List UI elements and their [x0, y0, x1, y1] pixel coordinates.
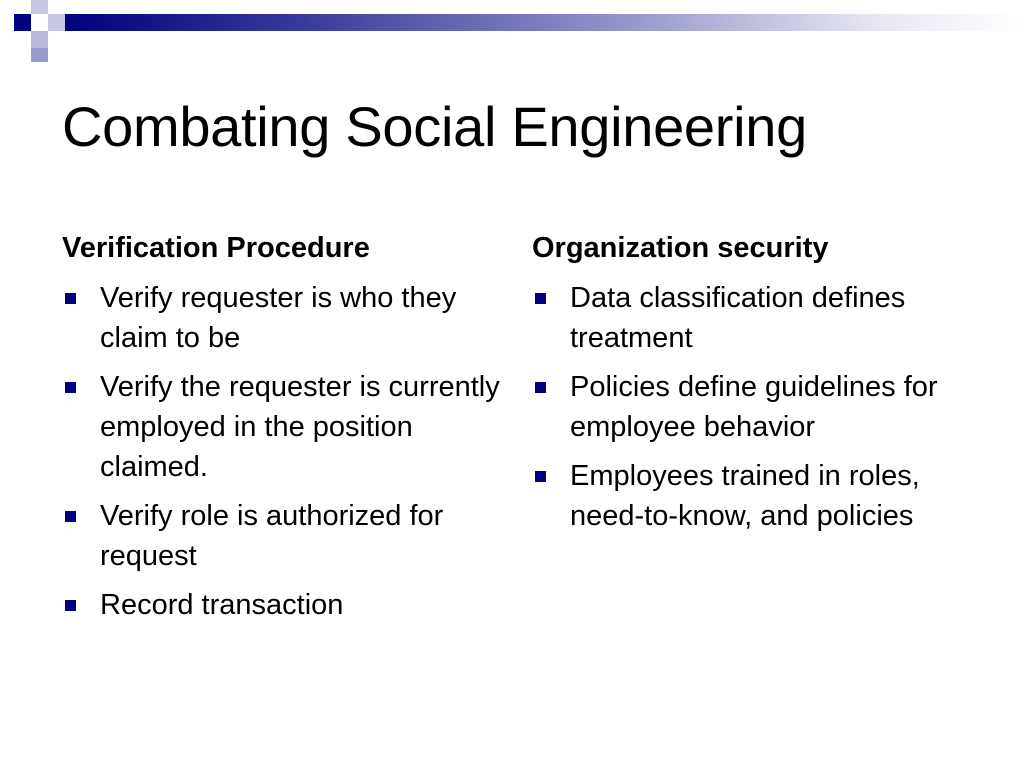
- deco-square: [48, 14, 65, 31]
- deco-square: [31, 31, 48, 48]
- list-item-text: Record transaction: [100, 589, 344, 621]
- list-item: [62, 278, 502, 358]
- list-item-text: Verify the requester is currently employed in the position claimed.: [100, 371, 500, 483]
- bullet-list: [62, 278, 502, 625]
- slide-title: Combating Social Engineering: [62, 95, 807, 158]
- list-item: [62, 367, 502, 487]
- column-heading: Verification Procedure: [62, 232, 370, 264]
- column-organization-security: [532, 228, 972, 545]
- gradient-bar: [65, 14, 1024, 31]
- column-heading: Organization security: [532, 232, 829, 264]
- list-item: [62, 496, 502, 576]
- square-bullet-icon: [65, 511, 76, 522]
- header-decoration: [0, 0, 1024, 64]
- list-item: [62, 585, 502, 625]
- deco-square: [14, 31, 31, 48]
- list-item: [532, 456, 972, 536]
- square-bullet-icon: [65, 382, 76, 393]
- list-item: [532, 278, 972, 358]
- deco-square: [31, 48, 48, 62]
- deco-square: [31, 0, 48, 14]
- square-bullet-icon: [535, 293, 546, 304]
- square-bullet-icon: [65, 293, 76, 304]
- bullet-list: [532, 278, 972, 536]
- deco-square: [14, 14, 31, 31]
- square-bullet-icon: [535, 471, 546, 482]
- list-item-text: Data classification defines treatment: [570, 282, 906, 354]
- column-verification-procedure: [62, 228, 502, 634]
- square-bullet-icon: [535, 382, 546, 393]
- list-item-text: Verify role is authorized for request: [100, 500, 444, 572]
- list-item-text: Policies define guidelines for employee behavior: [570, 371, 938, 443]
- list-item-text: Verify requester is who they claim to be: [100, 282, 457, 354]
- square-bullet-icon: [65, 600, 76, 611]
- list-item-text: Employees trained in roles, need-to-know, and policies: [570, 460, 920, 532]
- list-item: [532, 367, 972, 447]
